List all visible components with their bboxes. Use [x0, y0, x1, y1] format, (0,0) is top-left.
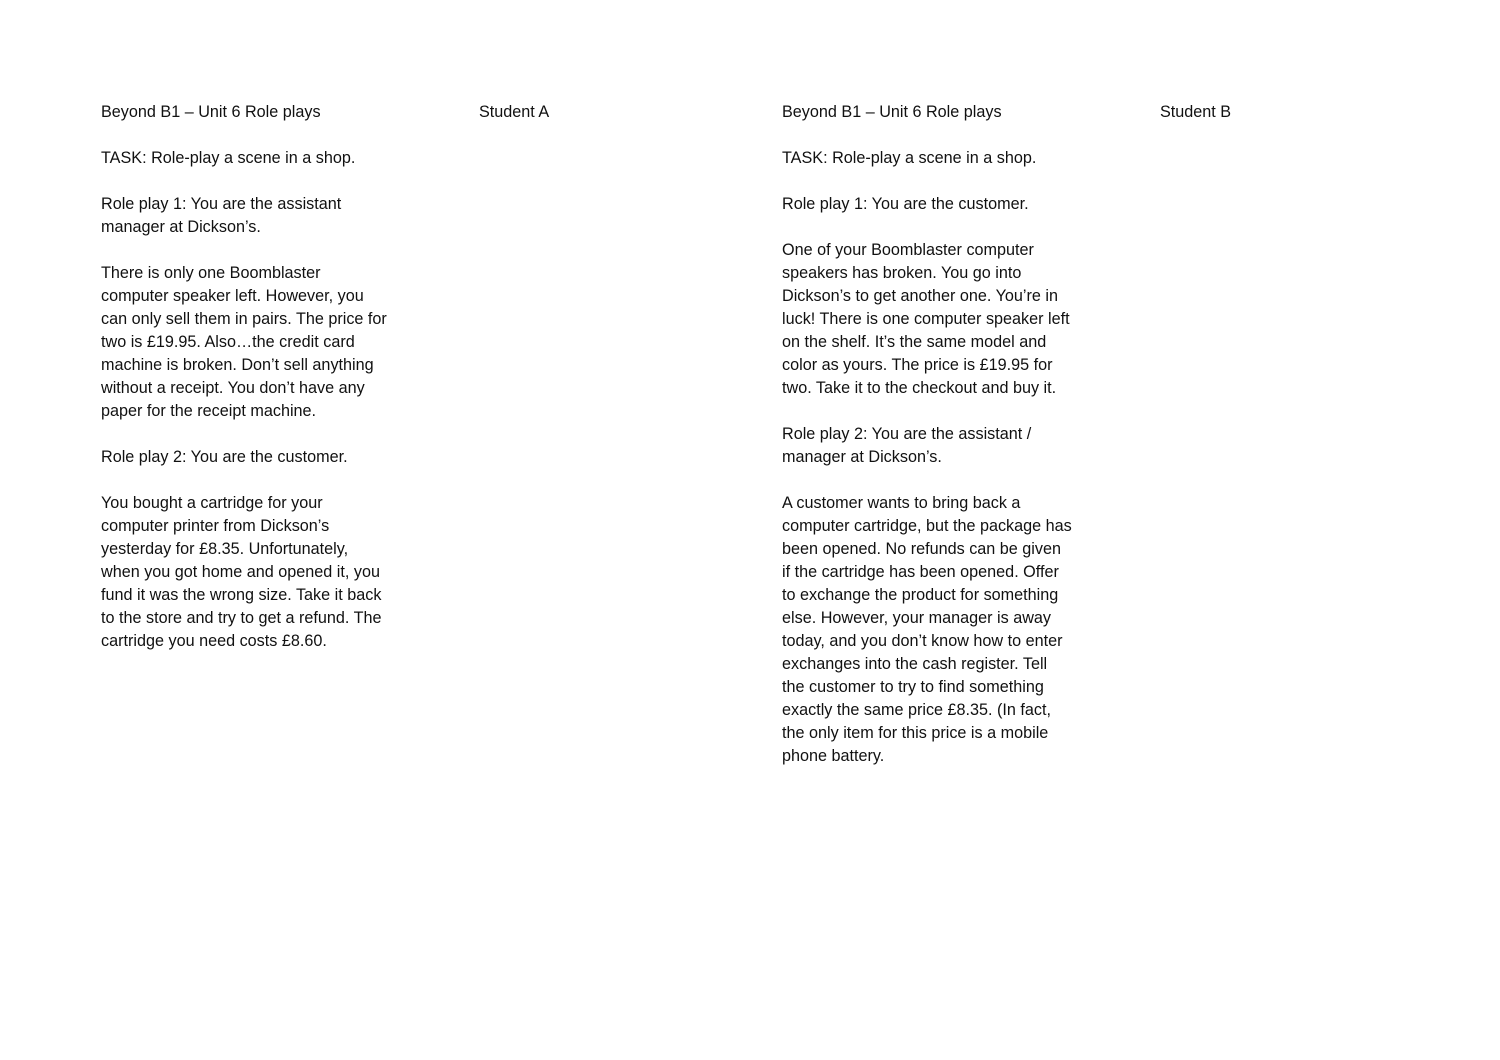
student-b-header-title: Beyond B1 – Unit 6 Role plays	[782, 103, 1002, 121]
student-b-task: TASK: Role-play a scene in a shop.	[782, 149, 1037, 167]
student-a-task: TASK: Role-play a scene in a shop.	[101, 149, 356, 167]
student-a-role1-text: There is only one Boomblaster computer speaker left. However, you can only sell them in pairs. The price for two is £19.95. Also…the credit card machine is broken. Don’t sell anything without a receipt. You don’t have any paper for the receipt machine.	[101, 264, 387, 420]
student-a-card	[101, 101, 391, 676]
student-a-role2-heading: Role play 2: You are the customer.	[101, 448, 348, 466]
student-b-role1-heading: Role play 1: You are the customer.	[782, 195, 1029, 213]
student-b-role2-heading: Role play 2: You are the assistant / manager at Dickson’s.	[782, 425, 1032, 466]
student-a-role1-heading: Role play 1: You are the assistant manager at Dickson’s.	[101, 195, 342, 236]
student-b-role1-text: One of your Boomblaster computer speakers has broken. You go into Dickson’s to get another one. You’re in luck! There is one computer speaker left on the shelf. It’s the same model and color as yours. The price is £19.95 for two. Take it to the checkout and buy it.	[782, 241, 1070, 397]
student-a-label: Student A	[479, 103, 550, 121]
student-a-role2-text: You bought a cartridge for your computer printer from Dickson’s yesterday for £8.35. Unfortunately, when you got home and opened it, you fund it was the wrong size. Take it back to the store and try to get a refund. The cartridge you need costs £8.60.	[101, 494, 382, 650]
student-a-header-title: Beyond B1 – Unit 6 Role plays	[101, 103, 321, 121]
student-b-label: Student B	[1160, 103, 1232, 121]
student-b-card	[782, 101, 1072, 791]
student-b-role2-text: A customer wants to bring back a computer cartridge, but the package has been opened. No refunds can be given if the cartridge has been opened. Offer to exchange the product for something else. However, your manager is away today, and you don’t know how to enter exchanges into the cash register. Tell the customer to try to find something exactly the same price £8.35. (In fact, the only item for this price is a mobile phone battery.	[782, 494, 1072, 765]
